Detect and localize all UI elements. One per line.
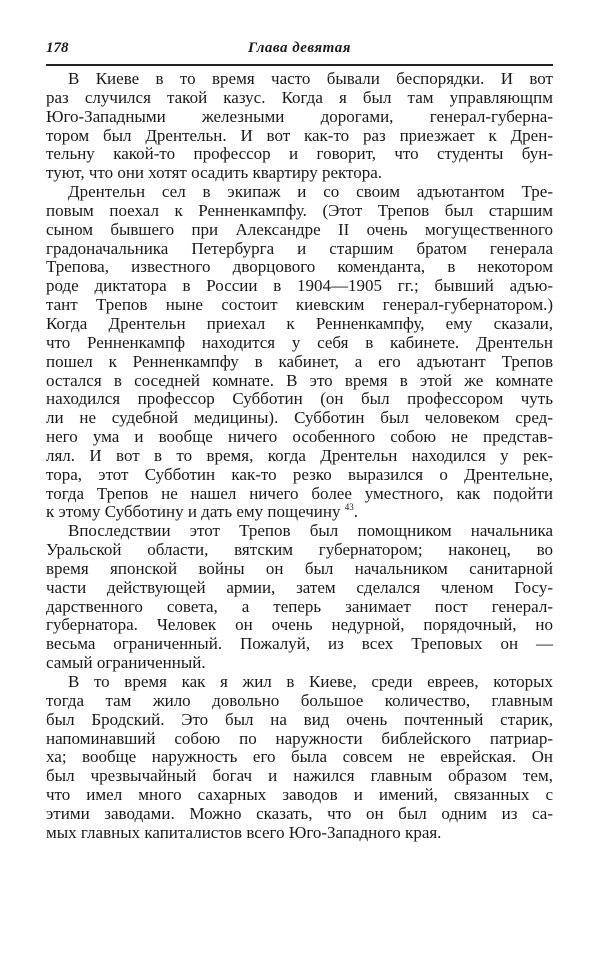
text-line <box>46 485 553 504</box>
line-text: губернатора. Человек он очень недурной, порядочный, но <box>46 615 553 635</box>
text-line <box>46 635 553 654</box>
text-line <box>46 390 553 409</box>
line-text: В то время как я жил в Киеве, среди евреев, которых <box>68 672 553 691</box>
line-text: Юго-Западными железными дорогами, генерал-губерна- <box>46 106 553 126</box>
text-line <box>46 296 553 315</box>
paragraph <box>46 673 553 843</box>
paragraph <box>46 183 553 522</box>
line-text: ли не судебной медицины). Субботин был человеком сред- <box>46 408 553 428</box>
text-line <box>46 598 553 617</box>
line-text: В Киеве в то время часто бывали беспорядки. И вот <box>68 69 553 88</box>
footnote-reference[interactable]: 43 <box>344 502 354 513</box>
line-text: него ума и вообще ничего особенного собою не представ- <box>46 427 553 447</box>
line-text: Когда Дрентельн приехал к Ренненкампфу, ему сказали, <box>46 313 553 333</box>
text-line <box>46 164 553 183</box>
line-text: дарственного совета, а теперь занимает пост генерал- <box>46 596 553 616</box>
line-text: сыном бывшего при Александре II очень могущественного <box>46 219 553 239</box>
paragraph <box>46 522 553 673</box>
header-rule <box>46 64 553 66</box>
text-line <box>46 334 553 353</box>
text-line <box>46 805 553 824</box>
text-line: к этому Субботину и дать ему пощечину $^{43}$. <box>46 502 358 522</box>
line-text: пошел к Ренненкампфу в кабинет, а его адъютант Трепов <box>46 351 553 371</box>
line-text: раз случился такой казус. Когда я был там управляющпм <box>46 87 553 107</box>
line-text: Трепова, известного дворцового коменданта, в некотором <box>46 257 553 277</box>
text-line <box>46 654 553 673</box>
text-line <box>46 409 553 428</box>
line-text: что имел много сахарных заводов и имений, связанных с <box>46 785 553 805</box>
line-text: Уральской области, вятским губернатором; наконец, во <box>46 540 553 560</box>
line-text: был чрезвычайный богач и нажился главным образом тем, <box>46 766 553 786</box>
text-line <box>46 786 553 805</box>
text-line <box>46 767 553 786</box>
text-line <box>46 616 553 635</box>
line-text: туют, что они хотят осадить квартиру ректора. <box>46 163 383 183</box>
text-line <box>46 466 553 485</box>
line-text: ха; вообще наружность его была совсем не еврейская. Он <box>46 747 553 767</box>
text-line <box>46 202 553 221</box>
text-line <box>46 277 553 296</box>
text-line <box>46 692 553 711</box>
line-text: градоначальника Петербурга и старшим братом генерала <box>46 238 553 258</box>
text-line <box>46 560 553 579</box>
line-text: находился профессор Субботин (он был профессором чуть <box>46 389 553 409</box>
line-text: мых главных капиталистов всего Юго-Западного края. <box>46 822 442 842</box>
line-text: тогда Трепов не нашел ничего более уместного, как подойти <box>46 483 553 503</box>
text-line <box>46 258 553 277</box>
text-line <box>46 221 553 240</box>
text-line <box>46 127 553 146</box>
line-text: остался в соседней комнате. В это время в этой же комнате <box>46 370 553 390</box>
text-line <box>46 353 553 372</box>
line-text: Дрентельн сел в экипаж и со своим адъютантом Тре- <box>68 182 553 202</box>
text-line <box>46 522 553 541</box>
text-line <box>46 673 553 692</box>
text-line <box>46 541 553 560</box>
page-header <box>46 38 553 60</box>
line-text: тором был Дрентельн. И вот как-то раз приезжает к Дрен- <box>46 125 553 145</box>
line-text: был Бродский. Это был на вид очень почтенный старик, <box>46 709 553 729</box>
line-text: тельну какой-то профессор и говорит, что студенты бун- <box>46 144 553 164</box>
text-line <box>46 89 553 108</box>
text-line <box>46 70 553 89</box>
line-text: напоминавший собою по наружности библейского патриар- <box>46 728 553 748</box>
line-text: роде диктатора в России в 1904—1905 гг.; бывший адъю- <box>46 276 553 296</box>
page-body <box>46 70 553 843</box>
line-text: Впоследствии этот Трепов был помощником начальника <box>68 521 553 541</box>
text-line <box>46 372 553 391</box>
text-line <box>46 428 553 447</box>
line-text: весьма ограниченный. Пожалуй, из всех Треповых он — <box>46 634 553 654</box>
page-number: 178 <box>46 40 69 56</box>
text-line <box>46 711 553 730</box>
line-text: что Ренненкампф находится у себя в кабинете. Дрентельн <box>46 332 553 352</box>
paragraph <box>46 70 553 183</box>
line-text: тора, этот Субботин как-то резко выразился о Дрентельне, <box>46 464 553 484</box>
line-text: лял. И вот в то время, когда Дрентельн находился у рек- <box>46 445 553 465</box>
line-text: части действующей армии, затем сделался членом Госу- <box>46 577 553 597</box>
text-line <box>46 447 553 466</box>
line-text: время японской войны он был начальником санитарной <box>46 558 553 578</box>
line-text: тогда там жило довольно большое количество, главным <box>46 690 553 710</box>
line-text: повым поехал к Ренненкампфу. (Этот Трепов был старшим <box>46 200 553 220</box>
running-title: Глава девятая <box>247 40 352 56</box>
text-line <box>46 579 553 598</box>
text-line <box>46 315 553 334</box>
line-text: этими заводами. Можно сказать, что он был одним из са- <box>46 803 553 823</box>
text-line <box>46 240 553 259</box>
line-text: самый ограниченный. <box>46 653 206 673</box>
line-text: к этому Субботину и дать ему пощечину <box>46 502 341 522</box>
text-line <box>46 824 553 843</box>
text-line <box>46 108 553 127</box>
text-line <box>46 183 553 202</box>
line-text: тант Трепов ныне состоит киевским генерал-губернатором.) <box>46 295 553 315</box>
text-line <box>46 748 553 767</box>
text-line <box>46 145 553 164</box>
text-line <box>46 730 553 749</box>
